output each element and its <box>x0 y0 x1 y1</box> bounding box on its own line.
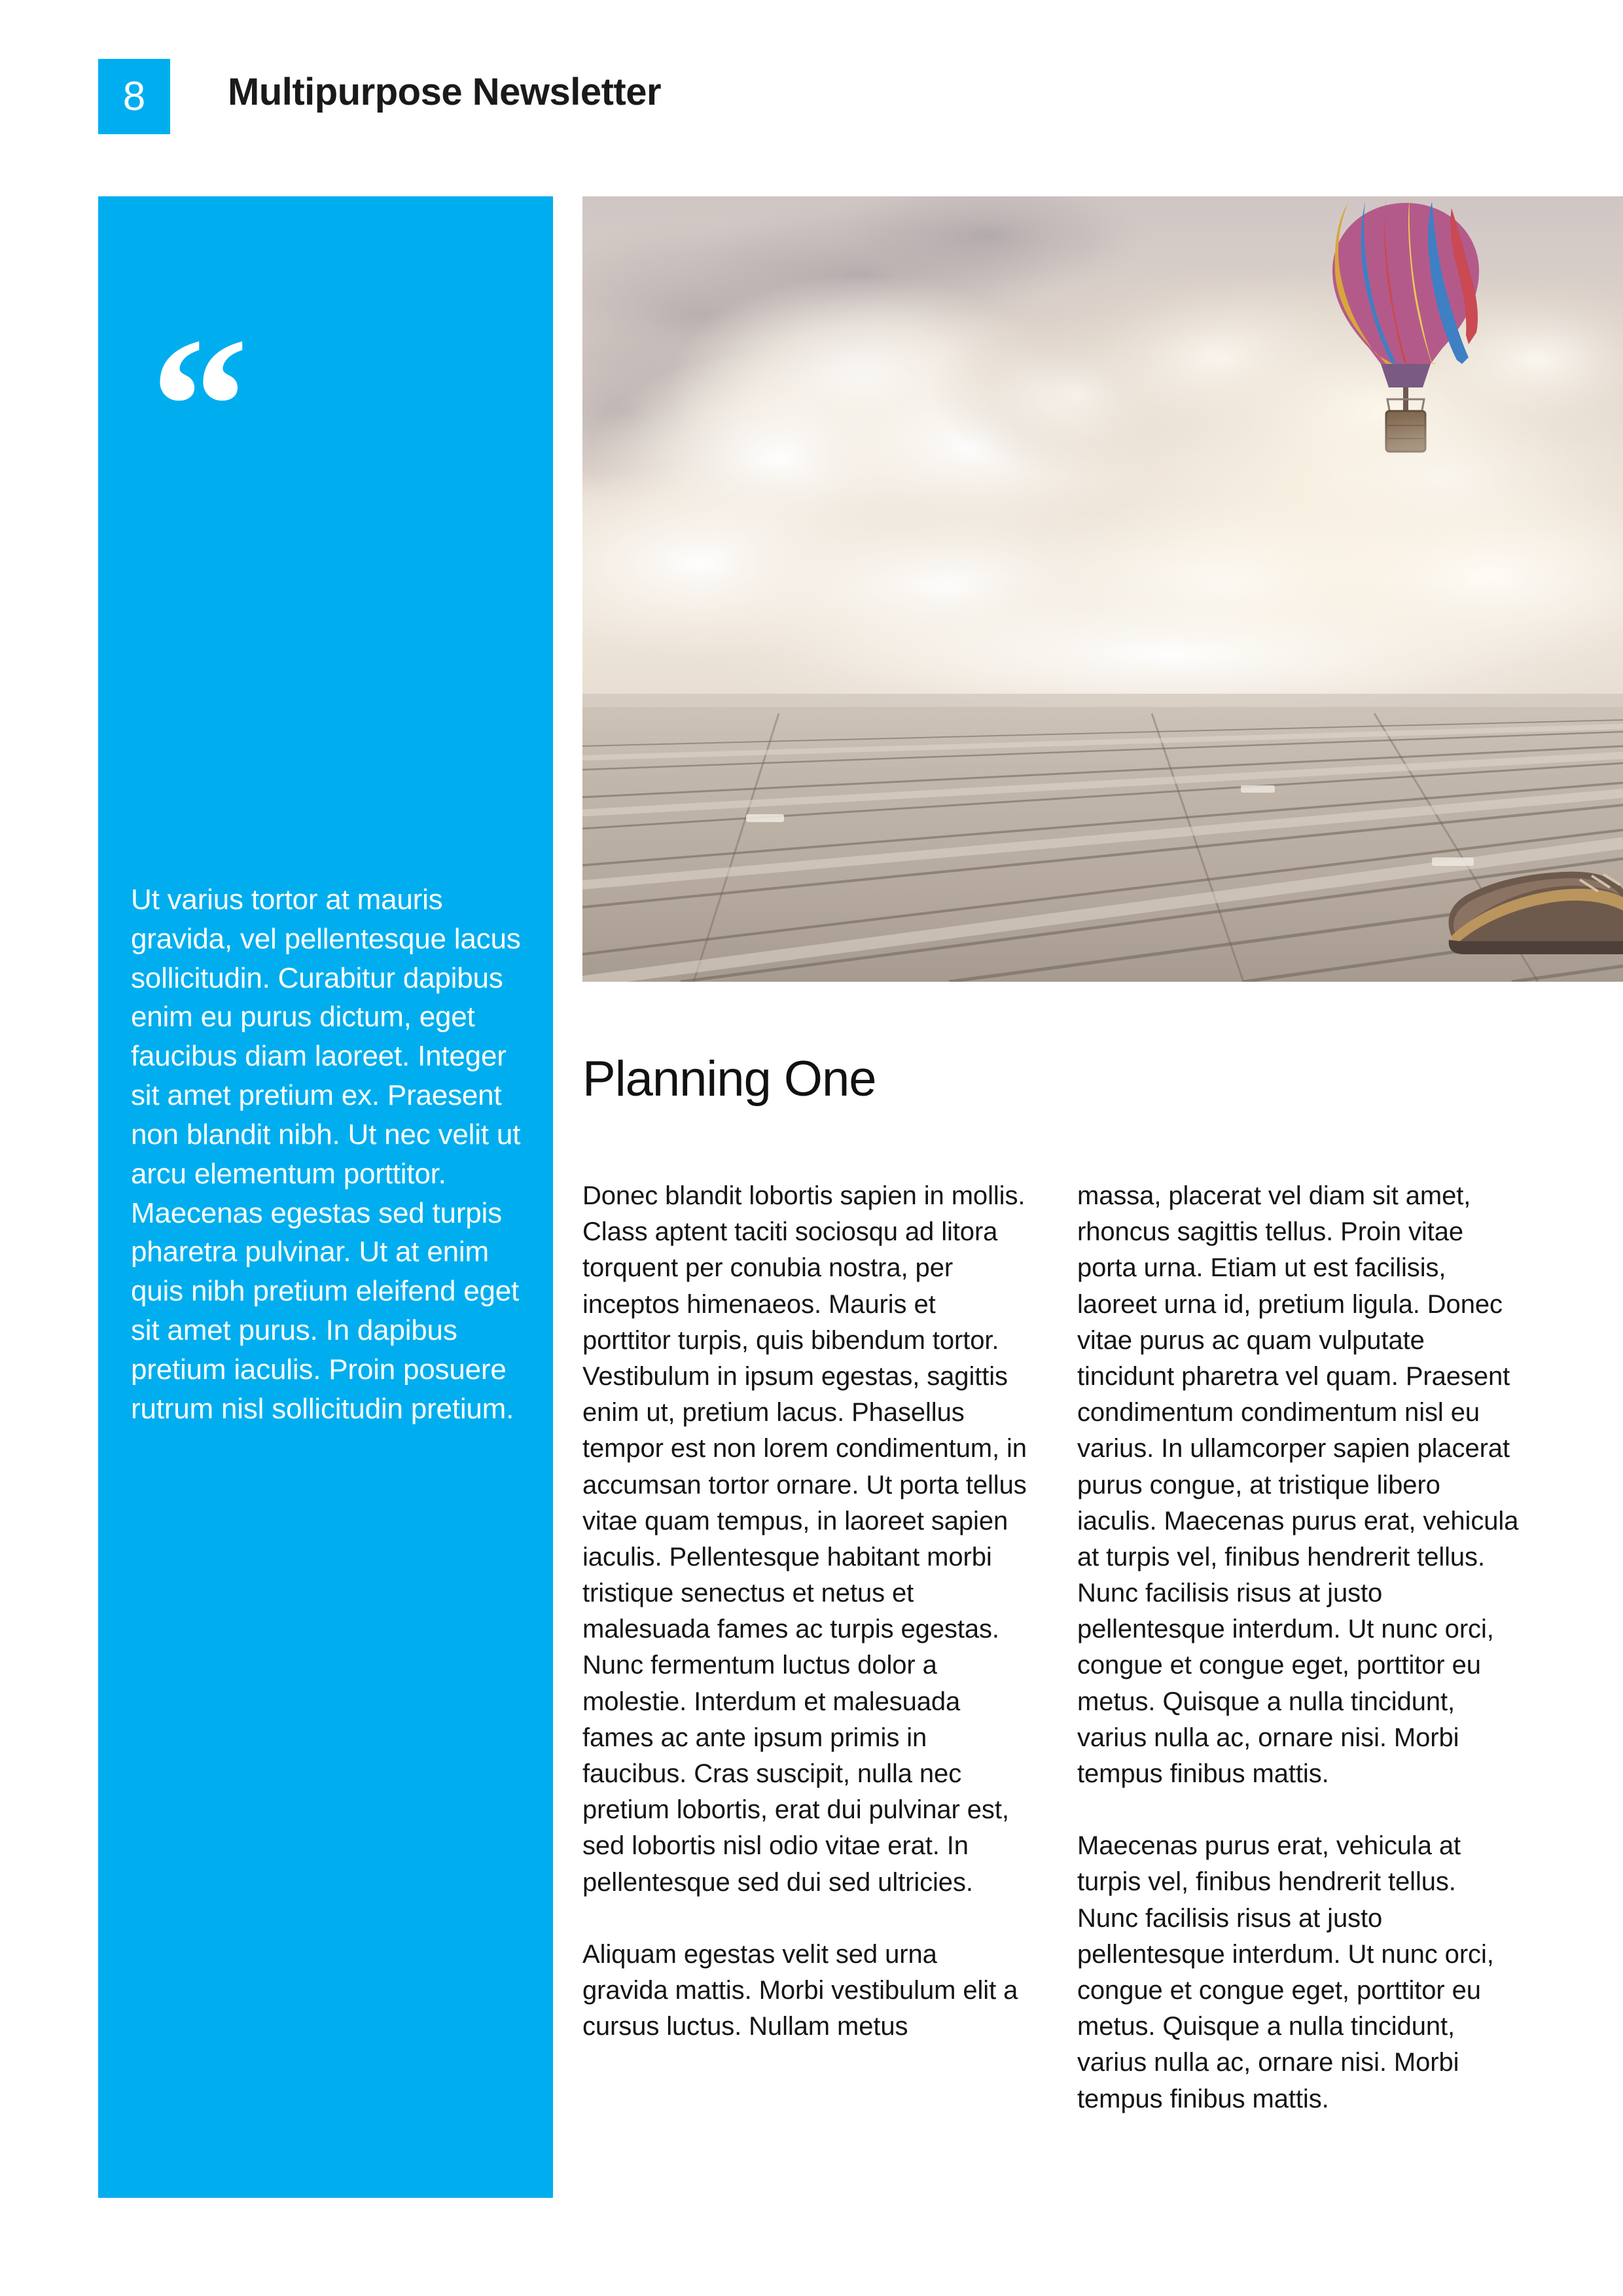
quote-body-text: Ut varius tortor at mauris gravida, vel pellentesque lacus sollicitudin. Curabitur dapibus enim eu purus dictum, eget faucibus diam laoreet. Integer sit amet pretium ex. Praesent non blandit nibh. Ut nec velit ut arcu elementum porttitor. Maecenas egestas sed turpis pharetra pulvinar. Ut at enim quis nibh pretium eleifend eget sit amet purus. In dapibus pretium iaculis. Proin posuere rutrum nisl sollicitudin pretium. <box>131 884 521 1425</box>
article-column-left <box>582 1178 1027 2117</box>
page-number-badge <box>98 59 170 134</box>
page-number-label: 8 <box>122 73 146 119</box>
quotation-mark-icon: “ <box>151 297 243 514</box>
article-paragraph: Aliquam egestas velit sed urna gravida mattis. Morbi vestibulum elit a cursus luctus. Nullam metus <box>582 1939 1018 2041</box>
article-paragraph: Donec blandit lobortis sapien in mollis. Class aptent taciti sociosqu ad litora torquent per conubia nostra, per inceptos himenaeos. Mauris et porttitor turpis, quis bibendum tortor. Vestibulum in ipsum egestas, sagittis enim ut, pretium lacus. Phasellus tempor est non lorem condimentum, in accumsan tortor ornare. Ut porta tellus vitae quam tempus, in laoreet sapien iaculis. Pellentesque habitant morbi tristique senectus et netus et malesuada fames ac turpis egestas. Nunc fermentum luctus dolor a molestie. Interdum et malesuada fames ac ante ipsum primis in faucibus. Cras suscipit, nulla nec pretium lobortis, erat dui pulvinar est, sed lobortis nisl odio vitae erat. In pellentesque sed dui sed ultricies. <box>582 1181 1027 1897</box>
article-title: Planning One <box>582 1051 876 1107</box>
hero-photo <box>582 196 1623 982</box>
article-paragraph: Maecenas purus erat, vehicula at turpis vel, finibus hendrerit tellus. Nunc facilisis risus at justo pellentesque interdum. Ut nunc orci, congue et congue eget, porttitor eu metus. Quisque a nulla tincidunt, varius nulla ac, ornare nisi. Morbi tempus finibus mattis. <box>1077 1831 1494 2113</box>
quote-sidebar-panel <box>98 196 553 2198</box>
hero-photo-illustration <box>582 196 1623 982</box>
page-title: Multipurpose Newsletter <box>228 71 662 113</box>
article-column-right <box>1077 1178 1522 2117</box>
article-paragraph: massa, placerat vel diam sit amet, rhoncus sagittis tellus. Proin vitae porta urna. Etiam ut est facilisis, laoreet urna id, pretium ligula. Donec vitae purus ac quam vulputate tincidunt pharetra vel quam. Praesent condimentum condimentum nisl eu varius. In ullamcorper sapien placerat purus congue, at tristique libero iaculis. Maecenas purus erat, vehicula at turpis vel, finibus hendrerit tellus. Nunc facilisis risus at justo pellentesque interdum. Ut nunc orci, congue et congue eget, porttitor eu metus. Quisque a nulla tincidunt, varius nulla ac, ornare nisi. Morbi tempus finibus mattis. <box>1077 1181 1519 1788</box>
page-header <box>0 0 1623 196</box>
article-columns <box>582 1178 1623 2117</box>
